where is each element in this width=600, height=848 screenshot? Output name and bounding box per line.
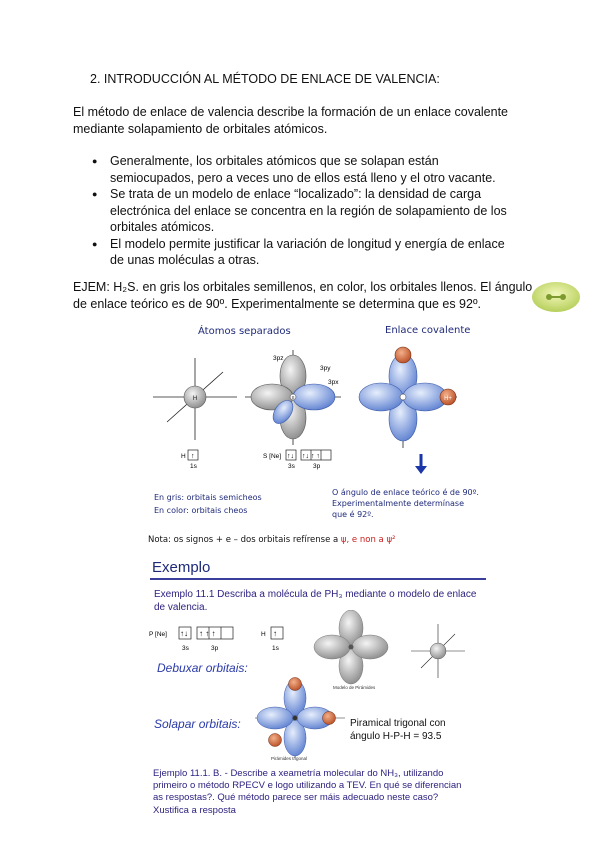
solapar-label: Solapar orbitais: [154,717,241,731]
svg-text:H: H [181,453,186,460]
label-3px: 3px [328,379,339,386]
signs-note-text: Nota: os signos + e – dos orbitais refírense a [148,535,341,545]
legend [154,491,262,517]
svg-text:3p: 3p [211,645,219,652]
exemplo-rule [150,578,486,580]
example-statement-line: Exemplo 11.1 Describa a molécula de PH₃ mediante o modelo de enlace [154,589,477,600]
psi-squared-note: , e non a ψ² [346,535,396,545]
pyramid-caption: Pirámides trigonal [271,756,308,761]
angle-note [332,487,479,520]
h2s-bonded-orbitals [359,347,457,448]
question-line: Xustifica a resposta [153,804,236,816]
title-covalent-bond: Enlace covalente [385,325,471,336]
svg-text:3s: 3s [288,463,295,470]
svg-text:S [Ne]: S [Ne] [263,453,282,460]
svg-text:1s: 1s [190,463,197,470]
label-3py: 3py [320,365,331,372]
h-atom-1s [153,358,237,440]
intro-paragraph [73,104,533,137]
pyramid-note-line: ángulo H-P-H = 93.5 [350,731,442,742]
example-paragraph [73,279,533,312]
svg-text:H: H [261,631,266,638]
ph3-overlap-orbitals [255,678,345,762]
s-electron-config [263,450,331,470]
example-line-1: EJEM: H₂S. en gris los orbitales semillenos, en color, los orbitales llenos. El ángulo [73,280,533,294]
question-line: Ejemplo 11.1. B. - Describe a xeametría molecular do NH₃, utilizando [153,768,444,779]
intro-line-2: mediante solapamiento de orbitales atómicos. [73,121,328,136]
label-3pz: 3pz [273,355,284,362]
s-atom-3p-orbitals [245,350,341,445]
psi-symbol: ψ [340,535,347,545]
exemplo-heading: Exemplo [152,559,211,576]
p-atom-orbitals [314,610,388,690]
ph3-diagram [145,610,485,770]
h-atom-axes [411,624,465,678]
pyramid-note [350,717,446,743]
h-plus-symbol: H+ [444,396,452,402]
svg-text:P [Ne]: P [Ne] [149,631,167,638]
signs-note [148,535,395,545]
intro-line-1: El método de enlace de valencia describe la formación de un enlace covalente [73,105,508,119]
svg-text:3s: 3s [182,645,189,652]
legend-grey: En gris: orbitais semicheos [154,493,262,502]
svg-text:↑: ↑ [191,453,195,460]
arrow-down-icon [415,454,427,474]
legend-color: En color: orbitais cheos [154,506,248,515]
question-line: primeiro o método RPECV e logo utilizando a TEV. En qué se diferencian [153,780,462,792]
angle-note-line: Experimentalmente determínase [332,499,465,508]
h2-molecule-image [530,280,582,314]
h-symbol: H [192,396,198,402]
bullet-item: ● Se trata de un modelo de enlace “localizado”: la densidad de carga electrónica del enlace se concentra en la región de solapamiento de los orbitales atómicos. [92,186,522,236]
h2s-orbital-diagram [145,340,485,475]
svg-text:↑↓: ↑↓ [287,453,294,460]
svg-text:↑ ↑ ↑: ↑ ↑ ↑ [199,629,216,638]
svg-text:↑↓: ↑↓ [180,629,188,638]
h-electron-config [181,450,198,470]
section-heading: 2. INTRODUCCIÓN AL MÉTODO DE ENLACE DE VALENCIA: [90,72,440,86]
nh3-question [153,768,498,817]
pyramid-note-line: Piramical trigonal con [350,718,446,729]
h-electron-config-2 [261,627,283,652]
svg-text:1s: 1s [272,645,279,652]
bullet-item: ● El modelo permite justificar la variación de longitud y energía de enlace de unas moléculas a otras. [92,236,522,269]
bullet-item: ● Generalmente, los orbitales atómicos que se solapan están semiocupados, pero a veces uno de ellos está lleno y el otro vacante. [92,153,522,186]
svg-text:↑↓ ↑ ↑: ↑↓ ↑ ↑ [302,453,320,460]
s-symbol: S [291,395,295,400]
example-line-2: de enlace teórico es de 90º. Experimentalmente se determina que es 92º. [73,296,481,311]
svg-text:3p: 3p [313,463,321,470]
debuxar-label: Debuxar orbitais: [157,661,248,675]
title-separated-atoms: Átomos separados [198,326,291,337]
bullet-list [92,153,522,269]
angle-note-line: que é 92º. [332,510,374,519]
example-statement-line: de valencia. [154,602,208,613]
model-caption: Modelo de Pirámides [333,685,376,690]
svg-text:↑: ↑ [273,629,277,638]
p-electron-config [149,627,233,652]
angle-note-line: O ángulo de enlace teórico é de 90º. [332,488,479,497]
question-line: as respostas?. Qué método parece ser máis adecuado neste caso? [153,792,439,804]
